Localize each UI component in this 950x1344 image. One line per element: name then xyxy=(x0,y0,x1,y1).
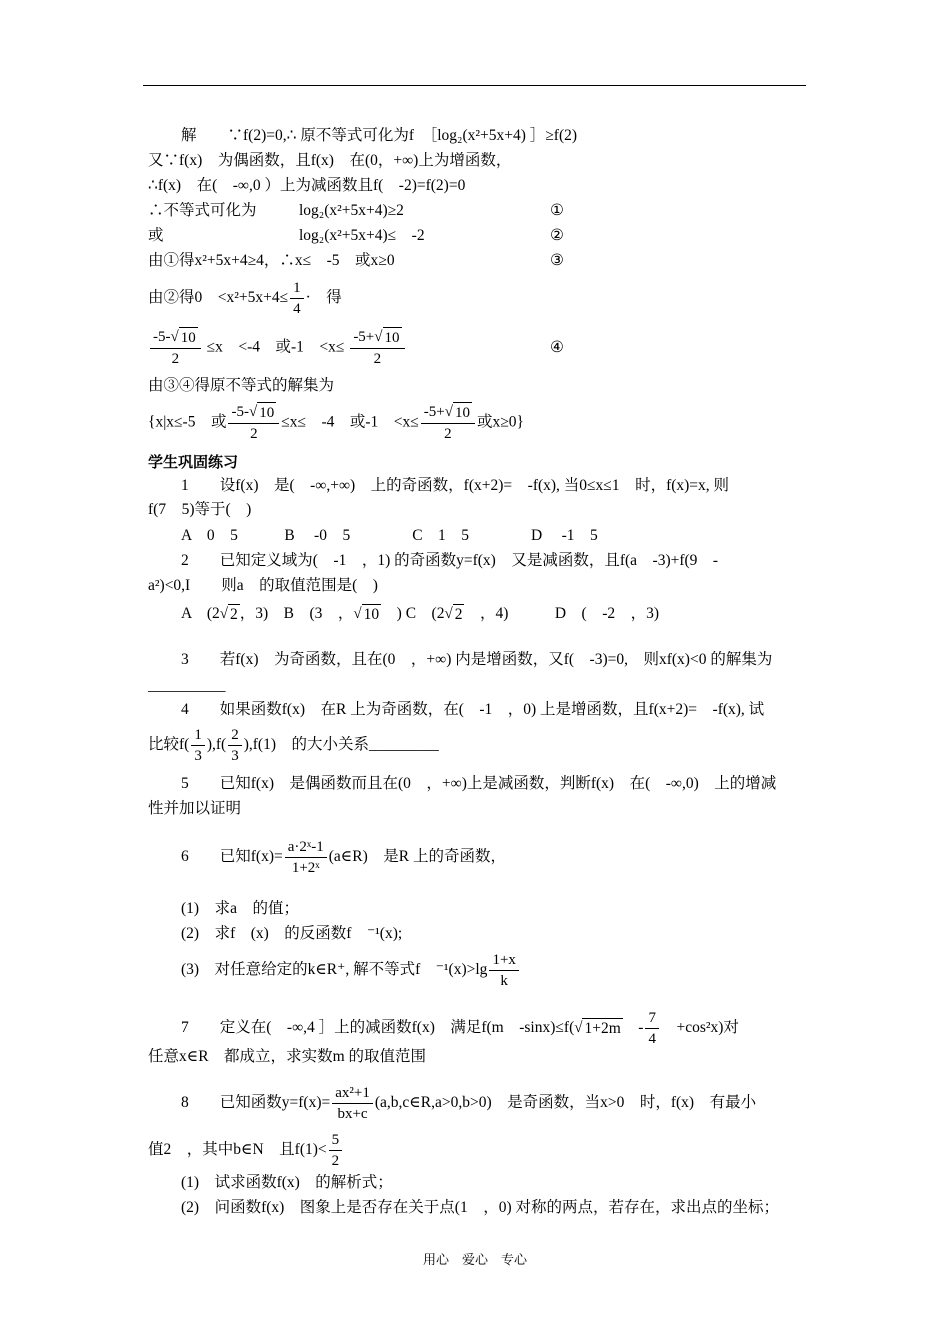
fraction: -5+ √ 10 2 xyxy=(421,402,475,444)
solution-line-4-mark: ① xyxy=(550,202,564,219)
sqrt: √ 1+2m xyxy=(574,1020,621,1038)
q8-line-2: 值2 ，其中b∈N 且f(1)< $\frac{5}{2}$ xyxy=(148,1130,344,1171)
header-rule xyxy=(143,85,806,86)
fraction: $\frac{\text{a·2ˣ-1}}{\text{1+2ˣ}}$ xyxy=(285,837,327,878)
solution-line-10: {x|x≤-5 或 -5- √ 10 2 ≤x≤ -4 或-1 <x≤ -5+ √ 10 2 或x≥0} xyxy=(148,404,524,442)
sqrt: √ 10 xyxy=(444,404,470,421)
solution-line-1: 解 ∵f(2)=0,∴ 原不等式可化为f ［log₂(x²+5x+4) ］≥f(2) xyxy=(181,127,578,144)
fraction: $\frac{\text{ax²+1}}{bx+c}$ xyxy=(332,1083,373,1124)
q8-sub-1: (1) 试求函数f(x) 的解析式； xyxy=(181,1174,393,1191)
q8-line-1: 8 已知函数y=f(x)= $\frac{\text{ax²+1}}{bx+c}$ (a,b,c∈R,a>0,b>0) 是奇函数，当x>0 时，f(x) 有最小 xyxy=(181,1085,757,1122)
solution-line-7: 由②得0 <x²+5x+4≤ $\frac{1}{4}$ · 得 xyxy=(148,280,342,317)
sqrt: √ 10 xyxy=(353,606,380,623)
q6-sub-1: (1) 求a 的值； xyxy=(181,900,299,917)
fraction: $\frac{7}{4}$ xyxy=(645,1008,659,1049)
q3-line-1: 3 若f(x) 为奇函数，且在(0 ，+∞) 内是增函数，又f( -3)=0, 则xf(x)<0 的解集为 xyxy=(181,651,773,668)
fraction: -5- √ 10 2 xyxy=(228,402,279,444)
solution-line-7-text: 由②得0 <x²+5x+4≤ xyxy=(148,289,289,307)
q8-sub-2: (2) 问函数f(x) 图象上是否存在关于点(1 ，0) 对称的两点，若存在，求出点的坐标； xyxy=(181,1199,780,1216)
solution-line-3: ∴f(x) 在( -∞,0 ）上为减函数且f( -2)=f(2)=0 xyxy=(148,177,466,194)
solution-line-8-mark: ④ xyxy=(550,339,564,356)
q1-line-1: 1 设f(x) 是( -∞,+∞) 上的奇函数，f(x+2)= -f(x), 当0≤x≤1 时，f(x)=x, 则 xyxy=(181,477,730,494)
q7-line-2: 任意x∈R 都成立，求实数m 的取值范围 xyxy=(148,1048,426,1065)
solution-line-5-formula: log₂(x²+5x+4)≤ -2 xyxy=(299,227,425,244)
solution-line-4-text: ∴不等式可化为 xyxy=(148,202,257,219)
q2-line-1: 2 已知定义域为( -1 ，1) 的奇函数y=f(x) 又是减函数，且f(a -3)+f(9 - xyxy=(181,552,719,569)
q4-line-2: 比较f( $\frac{1}{3}$ ),f( $\frac{2}{3}$ ),f(1) 的大小关系_________ xyxy=(148,727,439,764)
solution-line-4-formula: log₂(x²+5x+4)≥2 xyxy=(299,202,404,219)
sqrt: √ 2 xyxy=(219,606,238,623)
page-footer: 用心 爱心 专心 xyxy=(422,1252,527,1267)
q6-line-1: 6 已知f(x)= $\frac{\text{a·2ˣ-1}}{\text{1+2ˣ}}$ (a∈R) 是R 上的奇函数， xyxy=(181,839,506,876)
fraction: $\frac{5}{2}$ xyxy=(329,1130,343,1171)
solution-line-5-mark: ② xyxy=(550,227,564,244)
sqrt: √ 10 xyxy=(374,329,400,346)
q2-options: A (2 √ 2 ，3) B (3 ， √ 10 ) C (2 √ 2 ，4) D ( -2 ，3) xyxy=(181,605,660,623)
fraction: -5+ √ 10 2 xyxy=(350,327,404,369)
q1-options: A 0 5 B -0 5 C 1 5 D -1 5 xyxy=(181,527,598,544)
fraction: $\frac{2}{3}$ xyxy=(228,725,242,766)
q2-line-2: a²)<0,I 则a 的取值范围是( ) xyxy=(148,577,378,594)
q7-line-1: 7 定义在( -∞,4 ］上的减函数f(x) 满足f(m -sinx)≤f( √ 1+2m - $\frac{7}{4}$ +cos²x)对 xyxy=(181,1010,739,1047)
sqrt: √ 10 xyxy=(170,329,196,346)
sqrt: √ 2 xyxy=(444,606,463,623)
section-heading: 学生巩固练习 xyxy=(148,453,239,471)
fraction: $\frac{1}{4}$ xyxy=(290,278,304,319)
solution-line-6-mark: ③ xyxy=(550,252,564,269)
fraction: $\frac{1}{3}$ xyxy=(191,725,205,766)
fraction: -5- √ 10 2 xyxy=(150,327,201,369)
solution-line-6: 由①得x²+5x+4≥4，∴x≤ -5 或x≥0 xyxy=(148,252,395,269)
solution-line-2: 又∵f(x) 为偶函数，且f(x) 在(0，+∞)上为增函数， xyxy=(148,152,512,169)
q6-sub-3: (3) 对任意给定的k∈R⁺, 解不等式f ⁻¹(x)>lg $\frac{1+x}{k}$ xyxy=(181,950,521,991)
q3-blank: __________ xyxy=(148,677,226,694)
q1-line-2: f(7 5)等于( ) xyxy=(148,501,252,518)
solution-line-5-text: 或 xyxy=(148,227,164,244)
q5-line-1: 5 已知f(x) 是偶函数而且在(0 ，+∞)上是减函数，判断f(x) 在( -∞,0) 上的增减 xyxy=(181,775,777,792)
q6-sub-2: (2) 求f (x) 的反函数f ⁻¹(x); xyxy=(181,925,403,942)
solution-line-9: 由③④得原不等式的解集为 xyxy=(148,377,335,394)
solution-line-8: -5- √ 10 2 ≤x <-4 或-1 <x≤ -5+ √ 10 2 xyxy=(148,327,407,369)
sqrt: √ 10 xyxy=(248,404,275,421)
q5-line-2: 性并加以证明 xyxy=(148,800,242,817)
fraction: $\frac{1+x}{k}$ xyxy=(489,950,518,991)
q4-line-1: 4 如果函数f(x) 在R 上为奇函数，在( -1 ，0) 上是增函数，且f(x+2)= -f(x), 试 xyxy=(181,701,765,718)
